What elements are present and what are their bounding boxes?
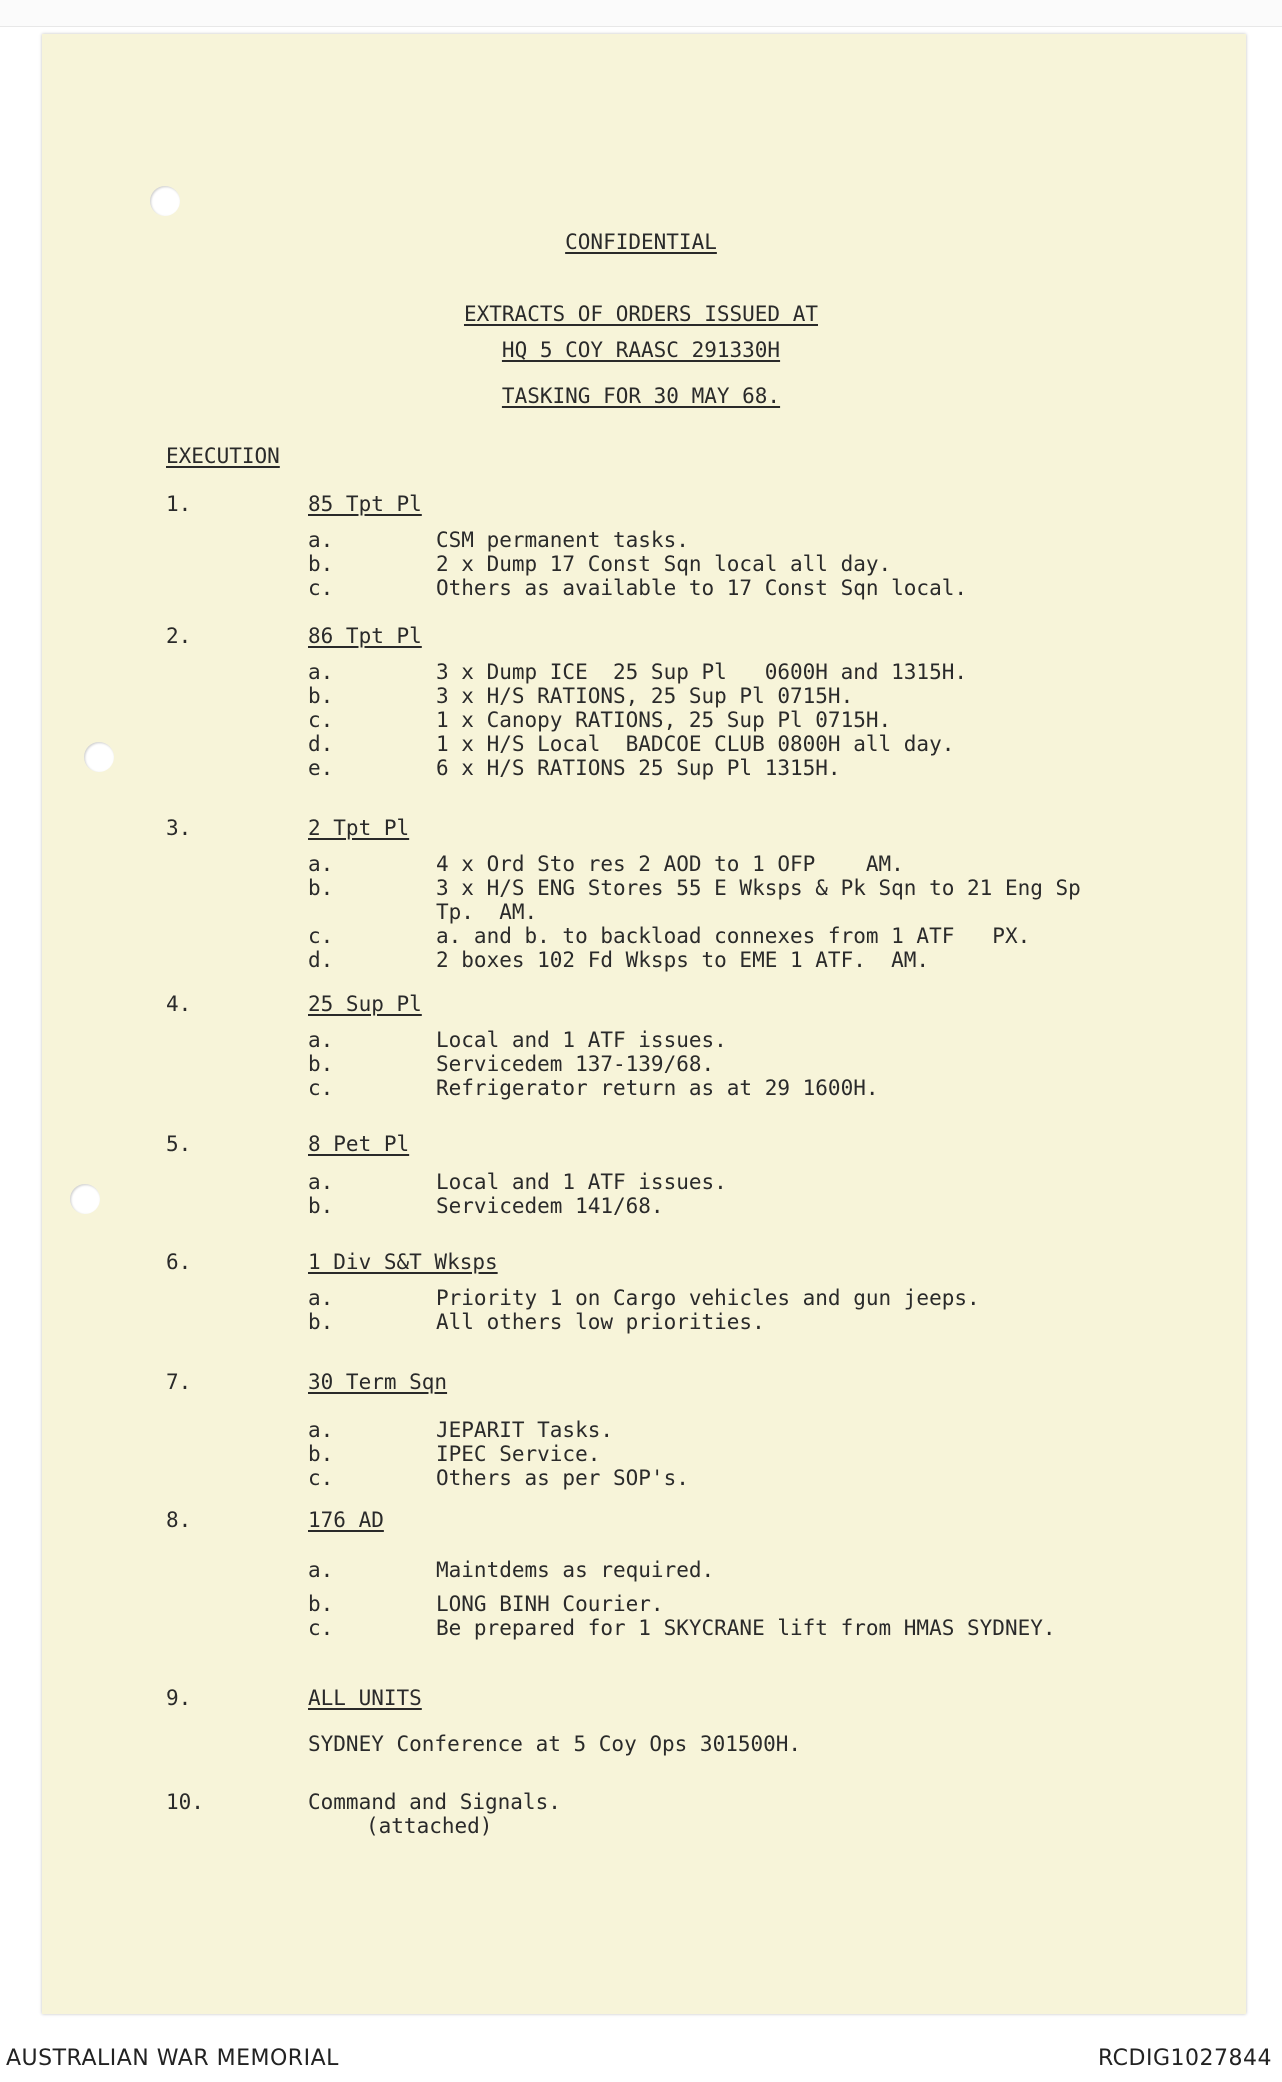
item-letter: b. xyxy=(308,1310,334,1334)
item-letter: c. xyxy=(308,924,334,948)
item-letter: a. xyxy=(308,1286,334,1310)
title-line-1: EXTRACTS OF ORDERS ISSUED AT xyxy=(463,302,818,326)
punch-hole-bottom xyxy=(70,1184,100,1214)
item-text: LONG BINH Courier. xyxy=(436,1592,664,1616)
item-letter: c. xyxy=(308,576,334,600)
item-text: 1 x Canopy RATIONS, 25 Sup Pl 0715H. xyxy=(436,708,892,732)
item-text: 2 boxes 102 Fd Wksps to EME 1 ATF. AM. xyxy=(436,948,930,972)
item-letter: b. xyxy=(308,684,334,708)
para-heading: 86 Tpt Pl xyxy=(308,624,422,648)
para-number: 10. xyxy=(166,1790,204,1814)
item-text: Servicedem 137-139/68. xyxy=(436,1052,715,1076)
para-body: Command and Signals. xyxy=(308,1790,561,1814)
para-number: 8. xyxy=(166,1508,192,1532)
item-letter: c. xyxy=(308,1466,334,1490)
para-heading: 1 Div S&T Wksps xyxy=(308,1250,498,1274)
item-letter: c. xyxy=(308,708,334,732)
footer-record-id: RCDIG1027844 xyxy=(1097,2046,1272,2071)
item-text: Maintdems as required. xyxy=(436,1558,715,1582)
item-letter: b. xyxy=(308,552,334,576)
para-number: 6. xyxy=(166,1250,192,1274)
item-text: 4 x Ord Sto res 2 AOD to 1 OFP AM. xyxy=(436,852,904,876)
item-letter: b. xyxy=(308,1592,334,1616)
item-text: Local and 1 ATF issues. xyxy=(436,1028,727,1052)
item-letter: c. xyxy=(308,1616,334,1640)
para-body-continuation: (attached) xyxy=(366,1814,493,1838)
para-number: 3. xyxy=(166,816,192,840)
item-text: Priority 1 on Cargo vehicles and gun jeeps. xyxy=(436,1286,980,1310)
item-letter: d. xyxy=(308,732,334,756)
para-number: 5. xyxy=(166,1132,192,1156)
item-text-continuation: Tp. AM. xyxy=(436,900,538,924)
para-heading: 30 Term Sqn xyxy=(308,1370,448,1394)
punch-hole-top xyxy=(150,186,180,216)
punch-hole-middle xyxy=(84,742,114,772)
scan-top-edge xyxy=(0,0,1282,27)
section-heading-execution: EXECUTION xyxy=(166,444,280,468)
item-text: 3 x H/S RATIONS, 25 Sup Pl 0715H. xyxy=(436,684,854,708)
item-text: 2 x Dump 17 Const Sqn local all day. xyxy=(436,552,892,576)
item-letter: d. xyxy=(308,948,334,972)
item-text: 6 x H/S RATIONS 25 Sup Pl 1315H. xyxy=(436,756,841,780)
footer-institution: AUSTRALIAN WAR MEMORIAL xyxy=(6,2046,339,2071)
item-letter: a. xyxy=(308,1028,334,1052)
title-line-3: TASKING FOR 30 MAY 68. xyxy=(501,384,781,408)
para-number: 2. xyxy=(166,624,192,648)
title-line-2: HQ 5 COY RAASC 291330H xyxy=(501,338,781,362)
item-letter: e. xyxy=(308,756,334,780)
item-text: a. and b. to backload connexes from 1 ATF PX. xyxy=(436,924,1031,948)
para-number: 4. xyxy=(166,992,192,1016)
item-text: CSM permanent tasks. xyxy=(436,528,689,552)
item-letter: a. xyxy=(308,852,334,876)
para-body: SYDNEY Conference at 5 Coy Ops 301500H. xyxy=(308,1732,802,1756)
item-letter: c. xyxy=(308,1076,334,1100)
item-text: 3 x H/S ENG Stores 55 E Wksps & Pk Sqn to 21 Eng Sp xyxy=(436,876,1081,900)
item-text: 1 x H/S Local BADCOE CLUB 0800H all day. xyxy=(436,732,955,756)
item-text: Servicedem 141/68. xyxy=(436,1194,664,1218)
document-page xyxy=(42,34,1246,2014)
item-letter: a. xyxy=(308,1170,334,1194)
para-heading: 25 Sup Pl xyxy=(308,992,422,1016)
item-letter: b. xyxy=(308,1442,334,1466)
item-letter: a. xyxy=(308,528,334,552)
item-letter: b. xyxy=(308,876,334,900)
para-heading: 2 Tpt Pl xyxy=(308,816,410,840)
item-letter: b. xyxy=(308,1052,334,1076)
item-letter: b. xyxy=(308,1194,334,1218)
item-text: 3 x Dump ICE 25 Sup Pl 0600H and 1315H. xyxy=(436,660,968,684)
para-heading: 8 Pet Pl xyxy=(308,1132,410,1156)
item-text: Others as per SOP's. xyxy=(436,1466,689,1490)
para-number: 1. xyxy=(166,492,192,516)
item-text: Refrigerator return as at 29 1600H. xyxy=(436,1076,879,1100)
item-letter: a. xyxy=(308,1418,334,1442)
item-text: Be prepared for 1 SKYCRANE lift from HMAS SYDNEY. xyxy=(436,1616,1056,1640)
item-text: Others as available to 17 Const Sqn local. xyxy=(436,576,968,600)
item-text: IPEC Service. xyxy=(436,1442,601,1466)
para-heading: 85 Tpt Pl xyxy=(308,492,422,516)
item-text: JEPARIT Tasks. xyxy=(436,1418,614,1442)
item-letter: a. xyxy=(308,660,334,684)
para-heading: 176 AD xyxy=(308,1508,384,1532)
item-letter: a. xyxy=(308,1558,334,1582)
item-text: All others low priorities. xyxy=(436,1310,765,1334)
classification-heading: CONFIDENTIAL xyxy=(565,230,717,254)
para-number: 7. xyxy=(166,1370,192,1394)
item-text: Local and 1 ATF issues. xyxy=(436,1170,727,1194)
para-number: 9. xyxy=(166,1686,192,1710)
para-heading: ALL UNITS xyxy=(308,1686,422,1710)
